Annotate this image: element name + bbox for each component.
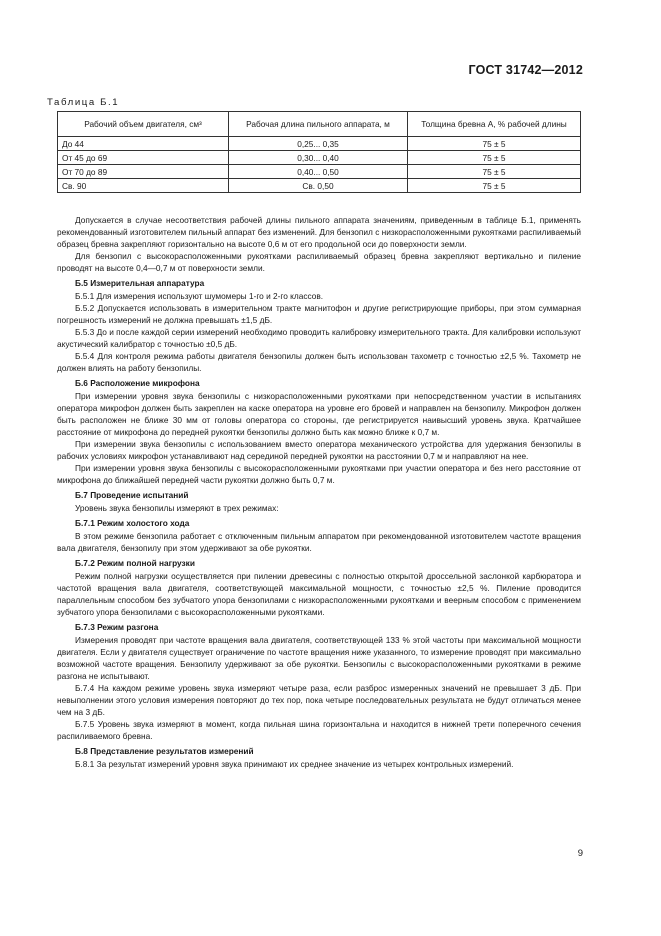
table-cell: 75 ± 5 <box>408 151 581 165</box>
table-row <box>58 179 581 193</box>
saw-parameters-table <box>57 111 581 193</box>
body-paragraph: Уровень звука бензопилы измеряют в трех режимах: <box>75 503 279 513</box>
table-header-row <box>58 112 581 137</box>
body-paragraph: Б.5.4 Для контроля режима работы двигателя бензопилы должен быть использован тахометр с точностью ±2,5 %. Тахометр не должен влиять на работу бензопилы. <box>57 351 581 373</box>
body-paragraph: При измерении уровня звука бензопилы с низкорасположенными рукоятками при непосредственном участии в испытаниях оператора микрофон должен быть закреплен на каске оператора на уровне его бровей и направлен на бензопилу. Микрофон должен быть расположен не ближе 30 мм от головы оператора со стороны, где регистрируется наивысший уровень звука. Кратчайшее расстояние от микрофона до передней рукоятки бензопилы должно быть как можно ближе к 0,7 м. <box>57 391 581 437</box>
table-cell: 75 ± 5 <box>408 165 581 179</box>
body-paragraph: Б.5.2 Допускается использовать в измерительном тракте магнитофон и другие регистрирующие приборы, при этом суммарная погрешность измерений не должна превышать ±1,5 дБ. <box>57 303 581 325</box>
section-heading: Б.7 Проведение испытаний <box>75 490 189 500</box>
table-cell: Св. 90 <box>58 179 229 193</box>
body-paragraph: При измерении уровня звука бензопилы с высокорасположенными рукоятками при участии оператора и без него расстояние от микрофона до ближайшей передней части рукоятки должно быть 0,7 м. <box>57 463 581 485</box>
section-heading: Б.6 Расположение микрофона <box>75 378 200 388</box>
table-row <box>58 137 581 151</box>
table-cell: От 45 до 69 <box>58 151 229 165</box>
body-paragraph: Б.5.3 До и после каждой серии измерений необходимо проводить калибровку измерительного тракта. Для калибровки используют акустический калибратор с точностью ±0,5 дБ. <box>57 327 581 349</box>
body-paragraph: В этом режиме бензопила работает с отключенным пильным аппаратом при рекомендованной изготовителем частоте вращения вала двигателя, бензопилу при этом удерживают за обе рукоятки. <box>57 531 581 553</box>
section-heading: Б.7.1 Режим холостого хода <box>75 518 190 528</box>
standard-number: ГОСТ 31742—2012 <box>468 63 583 77</box>
table-cell: 0,40... 0,50 <box>229 165 408 179</box>
table-row <box>58 151 581 165</box>
body-paragraph: Режим полной нагрузки осуществляется при пилении древесины с полностью открытой дроссельной заслонкой карбюратора и частотой вращения вала двигателя, соответствующей максимальной мощности, с точностью ±2,5 %. Пиление проводится параллельным способом без зубчатого упора бензопилами с низкорасположенными рукоятками и веерным способом с применением зубчатого упора бензопилами с высокорасположенными рукоятками. <box>57 571 581 617</box>
table-cell: 75 ± 5 <box>408 179 581 193</box>
body-paragraph: Б.8.1 За результат измерений уровня звука принимают их среднее значение из четырех контрольных измерений. <box>75 759 514 769</box>
body-paragraph: Измерения проводят при частоте вращения вала двигателя, соответствующей 133 % этой частоты при максимальной мощности двигателя. Если у двигателя существует ограничение по частоте вращения ниже указанного, то измерение проводят при максимально возможной частоте вращения. Бензопилу удерживают за обе рукоятки. Бензопилы с высокорасположенными рукоятками в режиме разгона не испытывают. <box>57 635 581 681</box>
body-paragraph: Б.7.4 На каждом режиме уровень звука измеряют четыре раза, если разброс измеренных значений не превышает 3 дБ. При невыполнении этого условия измерения повторяют до тех пор, пока четыре последовательных результата не будут отличаться менее чем на 3 дБ. <box>57 683 581 717</box>
table-cell: 75 ± 5 <box>408 137 581 151</box>
body-paragraph: При измерении звука бензопилы с использованием вместо оператора механического устройства для удержания бензопилы в рабочих условиях микрофон устанавливают над серединой передней рукоятки на расстоянии 0,7 м и направляют на нее. <box>57 439 581 461</box>
table-header-cell: Рабочая длина пильного аппарата, м <box>229 112 408 137</box>
body-paragraph: Для бензопил с высокорасположенными рукоятками распиливаемый образец бревна закрепляют вертикально и пиление проводят на высоте 0,4—0,7 м от поверхности земли. <box>57 251 581 273</box>
page-number: 9 <box>577 848 583 859</box>
section-heading: Б.5 Измерительная аппаратура <box>75 278 205 288</box>
section-heading: Б.7.2 Режим полной нагрузки <box>75 558 195 568</box>
body-paragraph: Допускается в случае несоответствия рабочей длины пильного аппарата значениям, приведенным в таблице Б.1, применять рекомендованный изготовителем пильный аппарат без изменений. Для бензопил с низкорасположенными рукоятками распиливаемый образец бревна закрепляют горизонтально на высоте 0,6 м от его продольной оси до поверхности земли. <box>57 215 581 249</box>
table-row <box>58 165 581 179</box>
table-header-cell: Толщина бревна A, % рабочей длины <box>408 112 581 137</box>
table-caption: Таблица Б.1 <box>47 97 120 108</box>
section-heading: Б.7.3 Режим разгона <box>75 622 159 632</box>
table-cell: До 44 <box>58 137 229 151</box>
table-header-cell: Рабочий объем двигателя, см³ <box>58 112 229 137</box>
table-cell: Св. 0,50 <box>229 179 408 193</box>
document-body <box>57 214 581 770</box>
table-cell: От 70 до 89 <box>58 165 229 179</box>
table-cell: 0,25... 0,35 <box>229 137 408 151</box>
body-paragraph: Б.5.1 Для измерения используют шумомеры 1-го и 2-го классов. <box>75 291 324 301</box>
table-cell: 0,30... 0,40 <box>229 151 408 165</box>
section-heading: Б.8 Представление результатов измерений <box>75 746 254 756</box>
body-paragraph: Б.7.5 Уровень звука измеряют в момент, когда пильная шина горизонтальна и находится в нижней трети поперечного сечения распиливаемого бревна. <box>57 719 581 741</box>
